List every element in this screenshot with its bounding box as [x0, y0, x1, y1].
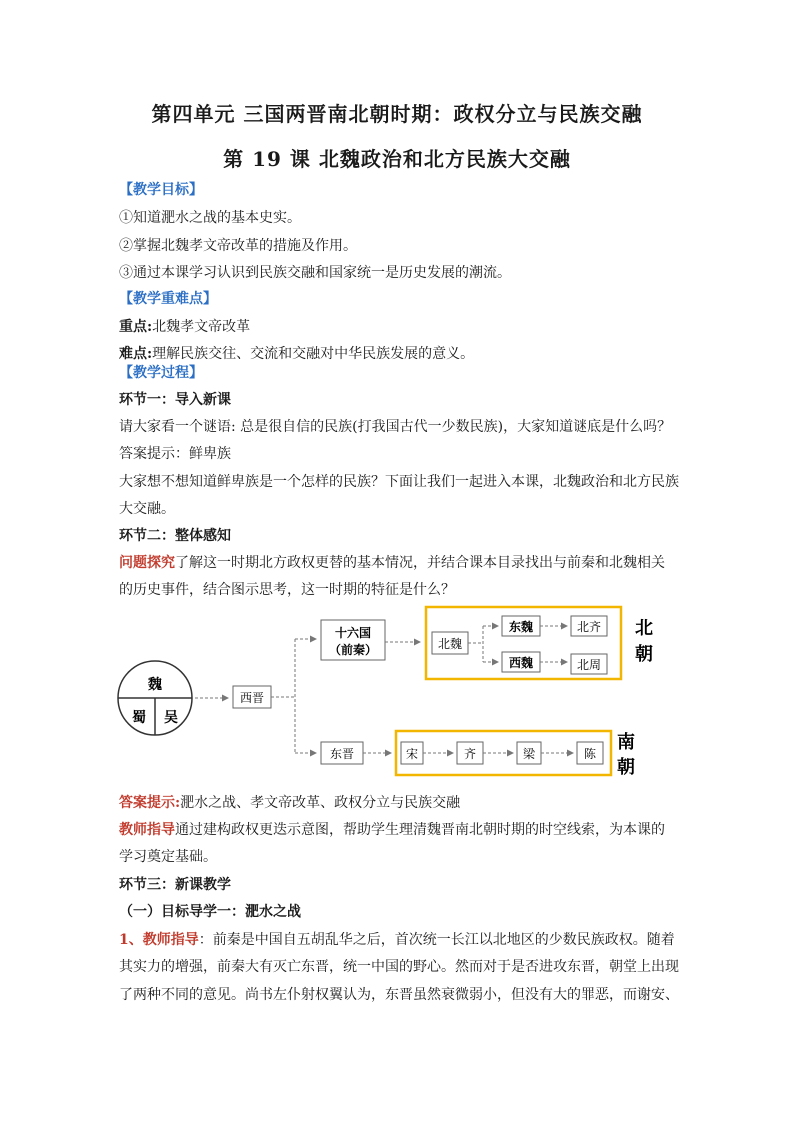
difficult-point-text: 理解民族交往、交流和交融对中华民族发展的意义。: [152, 346, 475, 362]
guide-line-3: 了两种不同的意见。尚书左仆射权翼认为，东晋虽然衰微弱小，但没有大的罪恶，而谢安、: [119, 987, 679, 1003]
unit-title: 第四单元 三国两晋南北朝时期：政权分立与民族交融: [151, 102, 643, 126]
label-beiwei: 北魏: [437, 637, 463, 651]
key-points-heading: 【教学重难点】: [119, 291, 217, 307]
lesson-title: 第 19 课 北魏政治和北方民族大交融: [223, 147, 571, 171]
guide-text-1: ：前秦是中国自五胡乱华之后，首次统一长江以北地区的少数民族政权。随着: [198, 932, 675, 948]
circle-wu: 吴: [164, 710, 178, 726]
north-dynasty-label-2: 朝: [635, 644, 653, 665]
step-2-heading: 环节二：整体感知: [119, 528, 231, 544]
key-point-label: 重点:: [119, 319, 153, 335]
label-dongwei: 东魏: [508, 620, 534, 634]
step-1-heading: 环节一：导入新课: [119, 392, 231, 408]
label-beiqi: 北齐: [576, 620, 602, 634]
riddle-text: 请大家看一个谜语: 总是很自信的民族(打我国古代一少数民族)，大家知道谜底是什么吗？: [119, 419, 672, 435]
objective-section-1: （一）目标导学一：淝水之战: [119, 904, 301, 920]
process-heading: 【教学过程】: [119, 365, 203, 381]
objective-item-2: ②掌握北魏孝文帝改革的措施及作用。: [119, 238, 357, 254]
teacher-guide-text-1: 通过建构政权更迭示意图，帮助学生理清魏晋南北朝时期的时空线索，为本课的: [175, 822, 665, 838]
inquiry-line-1: [119, 552, 665, 572]
objective-item-1: ①知道淝水之战的基本史实。: [119, 210, 301, 226]
label-beizhou: 北周: [576, 658, 602, 672]
answer-text: 淝水之战、孝文帝改革、政权分立与民族交融: [180, 795, 461, 811]
answer-label: 答案提示:: [119, 795, 181, 811]
circle-wei: 魏: [148, 677, 162, 693]
step-3-heading: 环节三：新课教学: [119, 877, 231, 893]
label-xiwei: 西魏: [508, 656, 534, 670]
inquiry-line-2: 的历史事件，结合图示思考，这一时期的特征是什么？: [119, 582, 455, 598]
circle-shu: 蜀: [132, 710, 146, 726]
guide-line-1: [119, 929, 675, 949]
label-dongjin: 东晋: [329, 747, 355, 761]
intro-line-2: 大交融。: [119, 501, 175, 517]
south-dynasty-label-1: 南: [617, 732, 635, 753]
objective-item-3: ③通过本课学习认识到民族交融和国家统一是历史发展的潮流。: [119, 265, 511, 281]
guide-line-2: 其实力的增强，前秦大有灭亡东晋，统一中国的野心。然而对于是否进攻东晋，朝堂上出现: [119, 959, 679, 975]
key-point-line: [119, 316, 250, 336]
riddle-answer-hint: 答案提示：鲜卑族: [119, 446, 231, 462]
label-chen: 陈: [583, 747, 597, 761]
inquiry-text-1: 了解这一时期北方政权更替的基本情况，并结合课本目录找出与前秦和北魏相关: [175, 555, 665, 571]
difficult-point-label: 难点:: [119, 346, 153, 362]
teacher-guide-label: 教师指导: [119, 822, 175, 838]
objectives-heading: 【教学目标】: [119, 182, 203, 198]
inquiry-label: 问题探究: [119, 555, 175, 571]
south-dynasty-label-2: 朝: [617, 757, 635, 778]
north-dynasty-label-1: 北: [635, 618, 653, 639]
label-song: 宋: [405, 747, 419, 761]
key-point-text: 北魏孝文帝改革: [152, 319, 251, 335]
label-xijin: 西晋: [239, 691, 265, 705]
teacher-guide-line-2: 学习奠定基础。: [119, 849, 217, 865]
teacher-guide-line-1: [119, 819, 665, 839]
label-qi: 齐: [463, 747, 477, 761]
intro-line-1: 大家想不想知道鲜卑族是一个怎样的民族？下面让我们一起进入本课，北魏政治和北方民族: [119, 474, 679, 490]
answer-line: [119, 792, 460, 812]
label-liang: 梁: [522, 747, 536, 761]
dynasty-diagram: [115, 598, 675, 788]
difficult-point-line: [119, 343, 474, 363]
label-shiliuguo-1: 十六国: [334, 626, 372, 640]
guide-label: 1、教师指导: [119, 932, 199, 948]
label-shiliuguo-2: （前秦）: [328, 643, 378, 657]
